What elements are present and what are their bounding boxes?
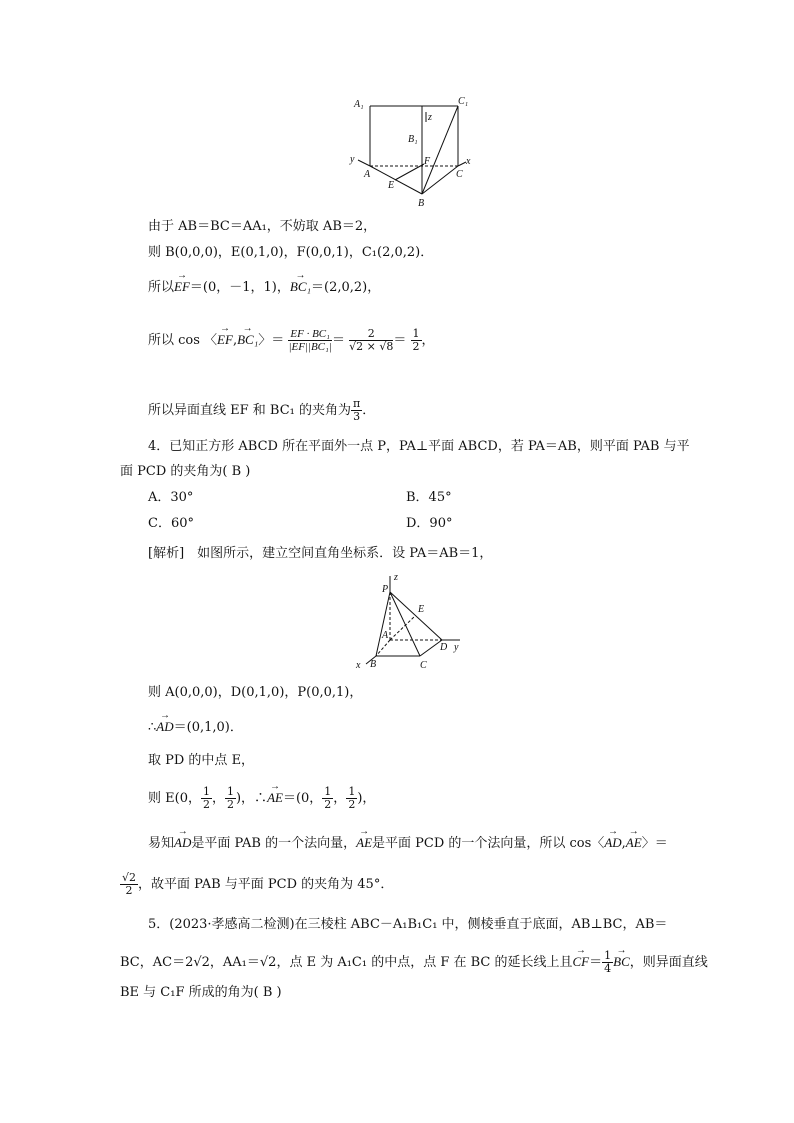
q4-option-b: B．45°	[406, 490, 452, 505]
text: ＝(0，－1，1)，	[189, 280, 290, 295]
denominator: √2 × √8	[349, 340, 394, 353]
text: ，故平面 PAB 与平面 PCD 的夹角为 45°．	[138, 877, 394, 892]
text: ，则异面直线	[629, 955, 708, 970]
label-C: C	[456, 169, 463, 180]
vector-bc: → BC	[613, 953, 630, 971]
text: 则 E(0，	[148, 791, 201, 806]
label-B: B	[418, 198, 425, 209]
vector-ae: → AE	[267, 789, 283, 807]
fraction	[602, 950, 613, 975]
vector-bc1: → BC₁	[290, 278, 311, 296]
text: 易知	[148, 836, 175, 851]
numerator: 1	[226, 785, 234, 798]
vector-ad: → AD	[174, 834, 191, 852]
label-z: z	[394, 572, 398, 583]
text: ∴	[148, 720, 157, 735]
pyramid-figure	[350, 570, 470, 670]
denominator: 2	[226, 798, 234, 811]
text: 是平面 PCD 的一个法向量，所以 cos〈	[372, 836, 605, 851]
numerator: 1	[412, 327, 420, 340]
q5-line3: BE 与 C₁F 所成的角为( B )	[120, 985, 282, 1000]
label-E: E	[418, 604, 425, 615]
sol3-line1: 由于 AB＝BC＝AA₁，不妨取 AB＝2，	[148, 219, 377, 234]
q5-line1: 5．(2023·孝感高二检测)在三棱柱 ABC－A₁B₁C₁ 中，侧棱垂直于底面，AB⊥BC，AB＝	[148, 917, 668, 932]
q4-stem-line2: 面 PCD 的夹角为( B )	[120, 464, 251, 479]
sol3-line4: 所以 cos 〈→ EF,→ BC₁〉＝ $\frac{\text{EF · BC₁}}{\text{|EF||BC₁|}}$ ＝ $\frac{2}{√2 \times √8}$ ＝ $\frac{1}{2}$ ，	[148, 328, 435, 353]
text: 〉＝	[641, 836, 668, 851]
vector-ad: → AD	[604, 834, 621, 852]
sol4-line1: 则 A(0,0,0)，D(0,1,0)，P(0,0,1)，	[148, 685, 363, 700]
fraction	[288, 328, 332, 353]
label-y: y	[454, 642, 459, 653]
text: 是平面 PAB 的一个法向量，	[191, 836, 357, 851]
numerator: EF · BC₁	[290, 328, 330, 340]
label-A: A	[382, 630, 389, 641]
label-P: P	[382, 584, 389, 595]
vector-ef: → EF	[217, 331, 233, 349]
vector-ad: → AD	[156, 718, 173, 736]
fraction	[322, 786, 333, 811]
fraction	[120, 872, 138, 897]
q4-option-d: D．90°	[406, 516, 453, 531]
q4-option-a: A．30°	[148, 490, 194, 505]
denominator: 2	[348, 798, 356, 811]
numerator: π	[353, 397, 361, 410]
vector-ef: → EF	[174, 278, 190, 296]
label-B1: B₁	[408, 134, 418, 145]
fraction	[346, 786, 357, 811]
denominator: 2	[125, 884, 133, 897]
text: ＝(0,1,0)．	[173, 720, 243, 735]
fraction	[349, 328, 393, 353]
text: ＝(2,0,2)，	[311, 280, 381, 295]
label-y: y	[350, 154, 355, 165]
fraction	[351, 398, 362, 423]
text: BC，AC＝2√2，AA₁＝√2，点 E 为 A₁C₁ 的中点，点 F 在 BC 的延长线上且	[120, 955, 573, 970]
sol3-line3	[148, 278, 380, 297]
sol3-line2: 则 B(0,0,0)，E(0,1,0)，F(0,0,1)，C₁(2,0,2)．	[148, 245, 434, 260]
numerator: 1	[604, 949, 612, 962]
numerator: 1	[202, 785, 210, 798]
label-A1: A₁	[354, 99, 364, 110]
text: ．	[362, 403, 376, 418]
label-C: C	[420, 660, 427, 670]
text: ＝(0，	[282, 791, 323, 806]
sol4-line2	[148, 718, 243, 737]
numerator: 1	[348, 785, 356, 798]
q4-stem-line1: 4．已知正方形 ABCD 所在平面外一点 P，PA⊥平面 ABCD，若 PA＝AB，则平面 PAB 与平	[148, 439, 690, 454]
text: )，	[357, 791, 376, 806]
vector-ae: → AE	[356, 834, 372, 852]
numerator: √2	[122, 871, 137, 884]
text: 所以 cos 〈	[148, 333, 218, 348]
text: 〉＝	[258, 333, 285, 348]
denominator: 4	[604, 962, 612, 975]
text: ，	[421, 333, 435, 348]
label-z: z	[428, 112, 432, 123]
label-B: B	[370, 659, 377, 670]
denominator: 2	[324, 798, 332, 811]
q5-line2	[120, 950, 708, 975]
label-A: A	[364, 169, 371, 180]
label-x: x	[356, 660, 361, 670]
numerator: 1	[324, 785, 332, 798]
label-D: D	[440, 642, 448, 653]
denominator: 2	[412, 340, 420, 353]
sol4-line5: 易知→ AD是平面 PAB 的一个法向量，→ AE是平面 PCD 的一个法向量，所以 cos〈→ AD,→ AE〉＝	[148, 834, 668, 853]
denominator: 3	[353, 410, 361, 423]
q4-option-c: C．60°	[148, 516, 194, 531]
sol4-line3: 取 PD 的中点 E，	[148, 753, 255, 768]
vector-cf: → CF	[573, 953, 590, 971]
text: ＝	[589, 955, 603, 970]
label-E: E	[388, 180, 395, 191]
vector-ae: → AE	[626, 834, 642, 852]
numerator: 2	[349, 328, 393, 341]
text: )，∴	[235, 791, 268, 806]
fraction	[411, 328, 422, 353]
text: ＝	[331, 333, 345, 348]
vector-bc1: → BC₁	[237, 331, 258, 349]
denominator: 2	[202, 798, 210, 811]
sol3-line5	[148, 398, 375, 423]
label-F: F	[424, 156, 431, 167]
fraction	[225, 786, 236, 811]
text: 所以异面直线 EF 和 BC₁ 的夹角为	[148, 403, 351, 418]
sol4-line6	[120, 872, 393, 897]
denominator: |EF||BC₁|	[288, 341, 332, 353]
q4-analysis: [解析] 如图所示，建立空间直角坐标系．设 PA＝AB＝1，	[148, 546, 493, 561]
label-C1: C₁	[458, 96, 469, 107]
text: ，	[333, 791, 347, 806]
text: ，	[211, 791, 225, 806]
text: 所以	[148, 280, 175, 295]
sol4-line4	[148, 786, 375, 811]
label-x: x	[466, 156, 471, 167]
fraction	[201, 786, 212, 811]
prism-figure	[340, 92, 490, 210]
text: ＝	[393, 333, 407, 348]
